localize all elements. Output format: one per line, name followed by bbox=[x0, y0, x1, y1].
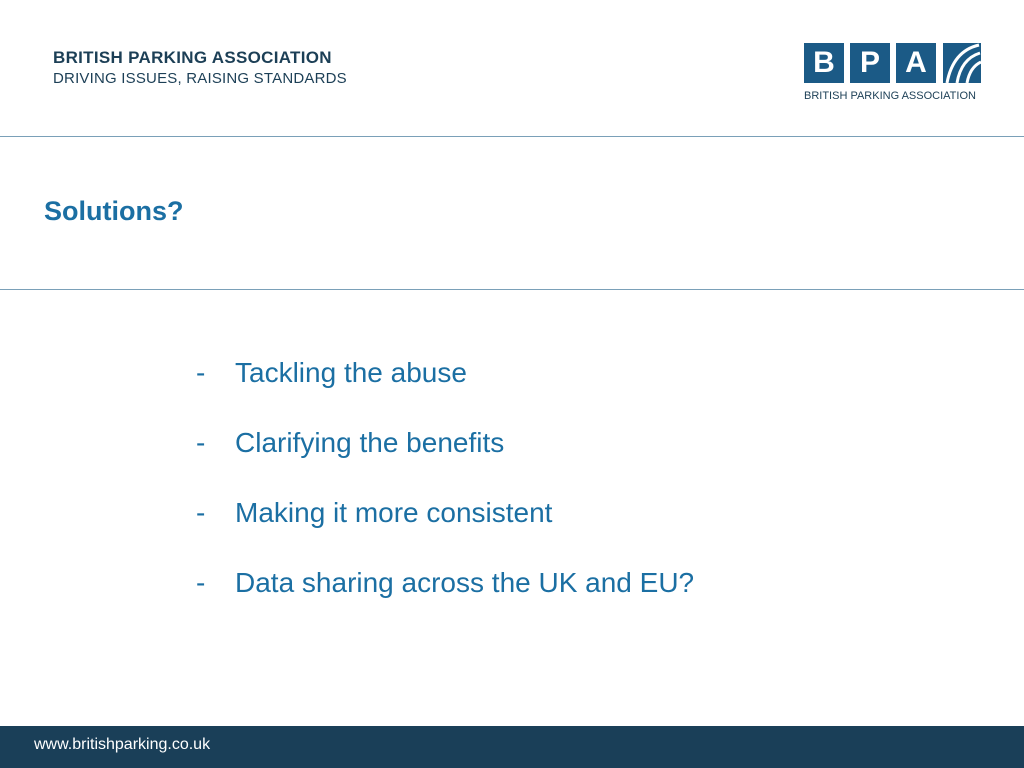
bullet-text: Making it more consistent bbox=[235, 497, 553, 528]
bullet-item bbox=[196, 567, 694, 637]
logo-letter-p: P bbox=[850, 43, 890, 83]
bullet-item bbox=[196, 357, 694, 427]
bpa-logo bbox=[804, 43, 980, 107]
road-swoosh-icon bbox=[943, 43, 981, 83]
bullet-text: Data sharing across the UK and EU? bbox=[235, 567, 695, 598]
bullet-dash: - bbox=[196, 357, 206, 388]
header-divider bbox=[0, 136, 1024, 137]
logo-letter-a: A bbox=[896, 43, 936, 83]
bullet-list bbox=[196, 357, 694, 637]
website-url: www.britishparking.co.uk bbox=[34, 736, 211, 753]
organization-name: BRITISH PARKING ASSOCIATION bbox=[53, 48, 332, 67]
bullet-dash: - bbox=[196, 567, 206, 598]
slide-title: Solutions? bbox=[44, 196, 184, 226]
logo-letter-b: B bbox=[804, 43, 844, 83]
bullet-dash: - bbox=[196, 427, 206, 458]
footer-bar bbox=[0, 726, 1024, 768]
bullet-item bbox=[196, 427, 694, 497]
organization-tagline: DRIVING ISSUES, RAISING STANDARDS bbox=[53, 70, 347, 87]
bullet-dash: - bbox=[196, 497, 206, 528]
bullet-text: Tackling the abuse bbox=[235, 357, 467, 388]
logo-caption: BRITISH PARKING ASSOCIATION bbox=[804, 90, 976, 102]
bullet-item bbox=[196, 497, 694, 567]
bullet-text: Clarifying the benefits bbox=[235, 427, 505, 458]
title-divider bbox=[0, 289, 1024, 290]
